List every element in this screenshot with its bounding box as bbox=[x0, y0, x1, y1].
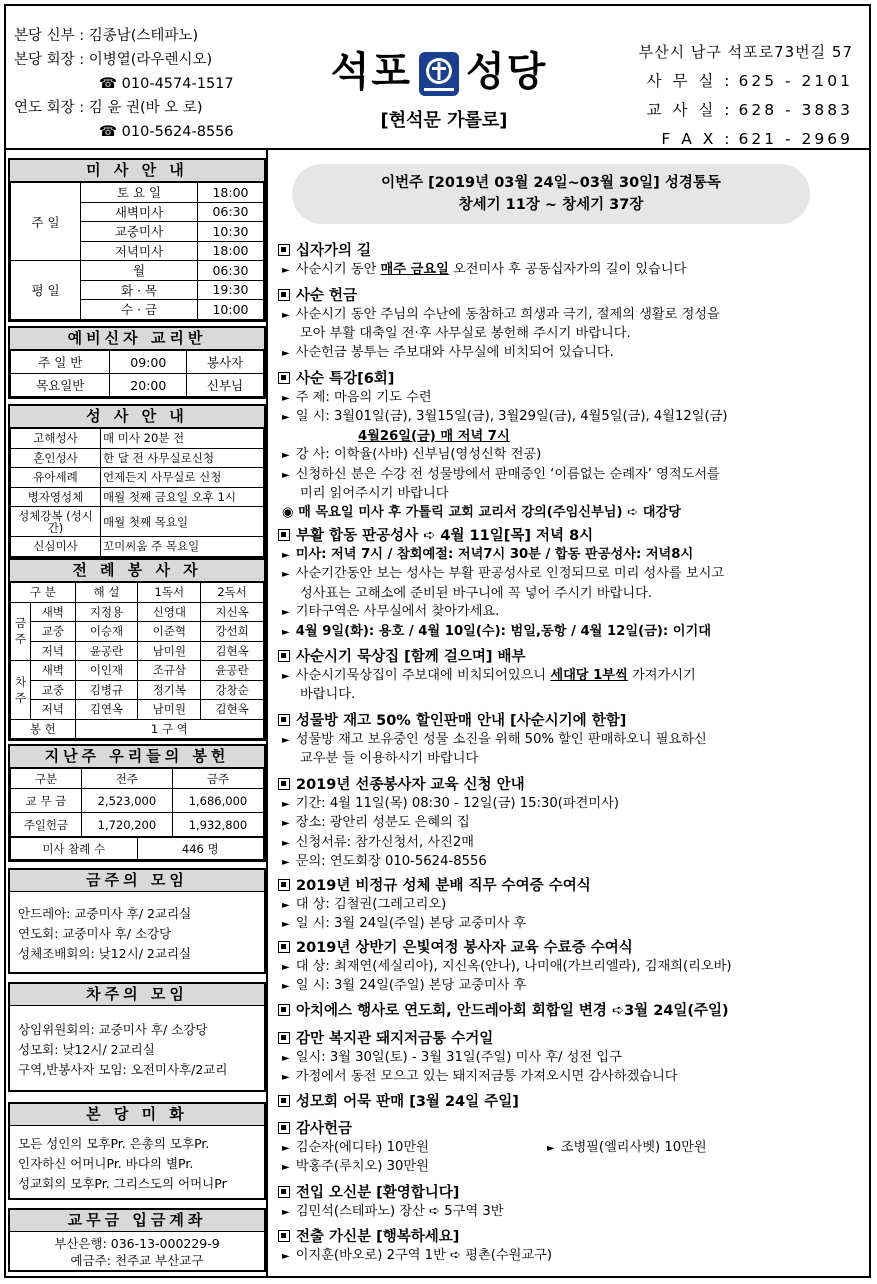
parish-staff bbox=[14, 24, 234, 144]
parish-contacts bbox=[639, 38, 853, 154]
parish-title: 석포 성당 bbox=[330, 49, 548, 95]
president-phone: ☎ 010-4574-1517 bbox=[99, 76, 234, 92]
parish-logo-icon bbox=[418, 51, 460, 97]
patron-saint: [현석문 가롤로] bbox=[380, 110, 508, 131]
section-fishcake-sale: 성모회 어묵 판매 [3월 24일 주일] bbox=[278, 1093, 863, 1112]
contact-teachers: 교 사 실 : 628 - 3883 bbox=[646, 101, 853, 119]
next-week-meetings: 차주의 모임 상임위원회의: 교중미사 후/ 소강당 성모회: 낮12시/ 2교리실 구역,반봉사자 모임: 오전미사후/2교리 bbox=[8, 982, 266, 1092]
header bbox=[4, 4, 871, 150]
bible-reading-banner: 이번주 [2019년 03월 24일~03월 30일] 성경통독 창세기 11장 ~ 창세기 37장 bbox=[292, 164, 810, 224]
liturgy-servers: 전 례 봉 사 자 구 분 해 설 1독서 2독서 금주 새벽 지정용 신영대 지신옥 교중 이승재 이준혁 강선희 저녁 윤공란 남미원 김현옥 차주 새벽 이인재 조규삼 윤공란 교중 김병규 정기복 강창순 저녁 김연옥 남미원 김현옥 봉 헌 1 구 역 bbox=[8, 558, 266, 741]
account-info: 교무금 입금계좌 부산은행: 036-13-000229-9 예금주: 천주교 부산교구 bbox=[8, 1208, 266, 1272]
address: 부산시 남구 석포로73번길 57 bbox=[638, 43, 853, 61]
section-lent-offering: 사순 헌금 ► 사순시기 동안 주님의 수난에 동참하고 희생과 극기, 절제의 생활로 정성을 모아 부활 대축일 전·후 사무실로 봉헌해 주시기 바랍니다. ► 사순헌금 봉투는 주보대와 사무실에 비치되어 있습니다. bbox=[278, 287, 863, 363]
section-departures: 전출 가신분 [행복하세요] ► 이지훈(바오로) 2구역 1반 ➪ 평촌(수원교구) bbox=[278, 1228, 863, 1266]
section-newcomers: 전입 오신분 [환영합니다] ► 김민석(스테파노) 장산 ➪ 5구역 3반 bbox=[278, 1184, 863, 1222]
mass-title: 미 사 안 내 bbox=[10, 160, 264, 182]
section-confession: 부활 합동 판공성사 ➪ 4월 11일[목] 저녁 8시 ► 미사: 저녁 7시 / 참회예절: 저녁7시 30분 / 합동 판공성사: 저녁8시 ► 사순기간동안 보는 성사는 부활 판공성사로 인정되므로 미리 성사를 보시고 성사표는 고해소에 준비된 바구니에 꼭 넣어 주시기 바랍니다. ► 기타구역은 사무실에서 찾아가세요. ► 4월 9일(화): 용호 / 4월 10일(수): 범일,동항 / 4월 12일(금): 이기대 bbox=[278, 527, 863, 642]
mass-table: 주 일 토 요 일 18:00 새벽미사 06:30 교중미사 10:30 저녁미사 18:00 평 일 월 06:30 화 · 목 19:30 수 · 금 10:00 bbox=[10, 182, 264, 320]
left-column bbox=[4, 150, 268, 1278]
catechumen-class: 예비신자 교리반 주 일 반 09:00 봉사자 목요일반 20:00 신부님 bbox=[8, 326, 266, 399]
offering-report: 지난주 우리들의 봉헌 구분 전주 금주 교 무 금 2,523,000 1,686,000 주일헌금 1,720,200 1,932,800 미사 참례 수 446 명 bbox=[8, 744, 266, 862]
section-thanksgiving: 감사헌금 ► 김순자(에디타) 10만원 ► 조병필(엘리사벳) 10만원 ► 박홍주(루치오) 30만원 bbox=[278, 1120, 863, 1178]
section-funeral-training: 2019년 선종봉사자 교육 신청 안내 ► 기간: 4월 11일(목) 08:30 - 12일(금) 15:30(파견미사) ► 장소: 광안리 성분도 은혜의 집 ► 신청서류: 참가신청서, 사진2매 ► 문의: 연도회장 010-5624-8556 bbox=[278, 776, 863, 873]
section-lent-lecture: 사순 특강[6회] ► 주 제: 마음의 기도 수련 ► 일 시: 3월01일(금), 3월15일(금), 3월29일(금), 4월5일(금), 4월12일(금) 4월26일(금) 매 저녁 7시 ► 강 사: 이학율(사바) 신부님(영성신학 전공) ► 신청하신 분은 수강 전 성물방에서 판매중인 ‘이름없는 순례자’ 영적도서를 미리 읽어주시기 바랍니다 ◉ 매 목요일 미사 후 가톨릭 교회 교리서 강의(주임신부님) ➪ 대강당 bbox=[278, 370, 863, 522]
section-silver-journey: 2019년 상반기 은빛여정 봉사자 교육 수료증 수여식 ► 대 상: 최재연(세실리아), 지신옥(안나), 나미애(가브리엘라), 김재희(리오바) ► 일 시: 3월 24일(주일) 본당 교중미사 후 bbox=[278, 939, 863, 997]
parish-president: 본당 회장 : 이병열(라우렌시오) bbox=[14, 52, 213, 68]
section-meditation-book: 사순시기 묵상집 [함께 걸으며] 배부 ► 사순시기묵상집이 주보대에 비치되어있으니 세대당 1부씩 가져가시기 바랍니다. bbox=[278, 648, 863, 705]
yeondo-president: 연도 회장 : 김 윤 권(바 오 로) bbox=[14, 100, 203, 116]
mass-schedule bbox=[8, 158, 266, 322]
sacraments-info: 성 사 안 내 고해성사 매 미사 20분 전 혼인성사 한 달 전 사무실로신청 유아세례 언제든지 사무실로 신청 병자영성체 매월 첫째 금요일 오후 1시 성체강복 (성시간) 매월 첫째 목요일 신심미사 꼬미씨움 주 목요일 bbox=[8, 404, 266, 559]
contact-office: 사 무 실 : 625 - 2101 bbox=[646, 72, 853, 90]
this-week-meetings: 금주의 모임 안드레아: 교중미사 후/ 2교리실 연도회: 교중미사 후/ 소강당 성체조배회의: 낮12시/ 2교리실 bbox=[8, 868, 266, 974]
contact-fax: F A X : 621 - 2969 bbox=[661, 130, 853, 148]
section-store-sale: 성물방 재고 50% 할인판매 안내 [사순시기에 한함] ► 성물방 재고 보유중인 성물 소진을 위해 50% 할인 판매하오니 필요하신 교우분 들 이용하시기 바랍니다 bbox=[278, 712, 863, 769]
name-mini: 본 당 미 화 모든 성인의 모후Pr. 은총의 모후Pr. 인자하신 어머니Pr. 바다의 별Pr. 성교회의 모후Pr. 그리스도의 어머니Pr bbox=[8, 1102, 266, 1200]
section-piggy-bank: 감만 복지관 돼지저금통 수거일 ► 일시: 3월 30일(토) - 3월 31일(주일) 미사 후/ 성전 입구 ► 가정에서 동전 모으고 있는 돼지저금통 가져오시면 감사하겠습니다 bbox=[278, 1030, 863, 1088]
yeondo-phone: ☎ 010-5624-8556 bbox=[99, 124, 234, 140]
section-stations: 십자가의 길 ► 사순시기 동안 매주 금요일 오전미사 후 공동십자가의 길이 있습니다 bbox=[278, 242, 863, 280]
section-eucharist-minister: 2019년 비정규 성체 분배 직무 수여증 수여식 ► 대 상: 김철권(그레고리오) ► 일 시: 3월 24일(주일) 본당 교중미사 후 bbox=[278, 877, 863, 935]
pastor: 본당 신부 : 김종남(스테파노) bbox=[14, 28, 199, 44]
right-column bbox=[268, 150, 871, 1278]
section-acies: 아치에스 행사로 연도회, 안드레아회 회합일 변경 ➪3월 24일(주일) bbox=[278, 1002, 863, 1021]
